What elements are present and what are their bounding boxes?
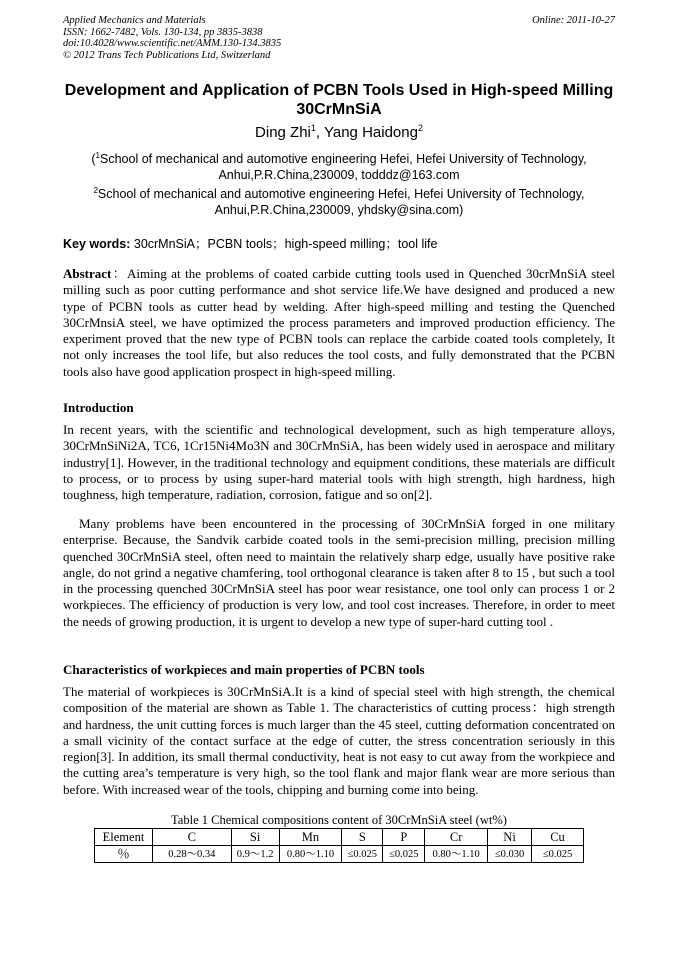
table-cell: ≤0.025 <box>532 846 584 863</box>
affiliation-mark: 1 <box>95 150 100 160</box>
table-row <box>95 846 584 863</box>
author-affiliation-mark: 1 <box>310 123 316 133</box>
issn-line: ISSN: 1662-7482, Vols. 130-134, pp 3835-3838 <box>63 26 263 38</box>
paper-title: Development and Application of PCBN Tools Used in High-speed Milling 30CrMnSiA <box>64 82 614 118</box>
table-cell: 0.9～1.2 <box>231 846 279 863</box>
author-affiliation-mark: 2 <box>417 123 423 133</box>
author-name: Yang Haidong <box>323 124 418 141</box>
table-cell: 0.80～1.10 <box>425 846 488 863</box>
introduction-paragraph-2: Many problems have been encountered in the processing of 30CrMnSiA forged in one military enterprise. Because, the Sandvik carbide coated tools in the semi-precision milling, precision milling quenched 30CrMnSiA steel, often need to maintain the relatively sharp edge, usually have positive rake angle, do not grind a negative chamfering, tool orthogonal clearance is taken after 8 to 15 , but such a tool in the processing quenched 30CrMnSiA steel has poor wear resistance, one tool only can process 1 or 2 workpieces. The efficiency of production is very low, and tool cost increases. Therefore, in order to meet the needs of growing production, it is urgent to develop a new type of super-hard cutting tool . <box>63 516 615 629</box>
table-cell: ％ <box>95 846 153 863</box>
copyright-line: © 2012 Trans Tech Publications Ltd, Switzerland <box>63 49 271 61</box>
table-cell: 0.80～1.10 <box>279 846 342 863</box>
keywords-text: 30crMnSiA；PCBN tools；high-speed milling；tool life <box>130 237 438 251</box>
table-header-row <box>95 829 584 846</box>
table-header-cell: Element <box>95 829 153 846</box>
affiliation-1 <box>70 151 608 183</box>
table-header-cell: Ni <box>488 829 532 846</box>
keywords <box>63 236 615 252</box>
online-date: Online: 2011-10-27 <box>532 15 615 26</box>
table-header-cell: P <box>383 829 425 846</box>
characteristics-paragraph: The material of workpieces is 30CrMnSiA.It is a kind of special steel with high strength, the chemical composition of the material are shown as Table 1. The characteristics of cutting process：high strength and hardness, the unit cutting forces is much larger than the 45 steel, cutting deformation concentrated on a small vicinity of the contact surface at the edge of cutter, the stress concentration seriously in this region[3]. In addition, its small thermal conductivity, heat is not easy to cut away from the workpiece and the cutting area’s temperature is very high, so the tool flank and major flank wear are more serious than before. With increased wear of the tools, chipping and burning come into being. <box>63 684 615 797</box>
abstract-text: ：Aiming at the problems of coated carbide cutting tools used in Quenched 30crMnSiA steel milling such as poor cutting performance and shot service life.We have designed and produced a new type of PCBN tools as cutter head by welding. After high-speed milling and testing the Quenched 30CrMnsiA steel, we have optimized the process parameters and improved production efficiency. The experiment proved that the new type of PCBN tools can replace the carbide coated tools completely, It not only increases the tool life, but also reduces the tool costs, and fully demonstrated that the PCBN tools also have good application prospect in high-speed milling. <box>63 266 615 379</box>
affiliation-2 <box>70 186 608 218</box>
table-header-cell: S <box>342 829 383 846</box>
table-cell: ≤0.030 <box>488 846 532 863</box>
chemical-composition-table <box>94 828 584 863</box>
characteristics-heading: Characteristics of workpieces and main properties of PCBN tools <box>63 662 425 677</box>
introduction-heading: Introduction <box>63 400 134 415</box>
abstract <box>63 266 615 380</box>
journal-name: Applied Mechanics and Materials <box>63 15 206 26</box>
abstract-label: Abstract <box>63 266 112 281</box>
table-cell: 0.28～0.34 <box>152 846 231 863</box>
author-line <box>0 124 678 142</box>
affiliation-mark: 2 <box>93 185 98 195</box>
introduction-paragraph-1: In recent years, with the scientific and technological development, such as high temperature alloys, 30CrMnSiNi2A, TC6, 1Cr15Ni4Mo3N and 30CrMnSiA, has been widely used in aerospace and military industry[1]. However, in the traditional technology and equipment conditions, these materials are difficult to process, or to process by using super-hard material tools with high strength, high hardness, high toughness, high temperature, radiation, corrosion, fatigue and so on[2]. <box>63 422 615 503</box>
table-cell: ≤0.025 <box>383 846 425 863</box>
author-separator: , <box>315 124 324 141</box>
table-header-cell: Mn <box>279 829 342 846</box>
table-header-cell: Si <box>231 829 279 846</box>
table-caption: Table 1 Chemical compositions content of 30CrMnSiA steel (wt%) <box>171 813 507 827</box>
keywords-label: Key words: <box>63 237 131 251</box>
doi-line: doi:10.4028/www.scientific.net/AMM.130-134.3835 <box>63 38 282 49</box>
author-name: Ding Zhi <box>255 124 311 141</box>
affiliation-open-paren: ( <box>91 152 96 166</box>
table-header-cell: Cu <box>532 829 584 846</box>
table-header-cell: Cr <box>425 829 488 846</box>
affiliation-text: School of mechanical and automotive engineering Hefei, Hefei University of Technology, Anhui,P.R.China,230009, todddz@163.com <box>100 152 587 182</box>
table-cell: ≤0.025 <box>342 846 383 863</box>
affiliation-text: School of mechanical and automotive engineering Hefei, Hefei University of Technology, Anhui,P.R.China,230009, yhdsky@sina.com) <box>97 187 585 217</box>
table-header-cell: C <box>152 829 231 846</box>
journal-header <box>63 15 281 61</box>
